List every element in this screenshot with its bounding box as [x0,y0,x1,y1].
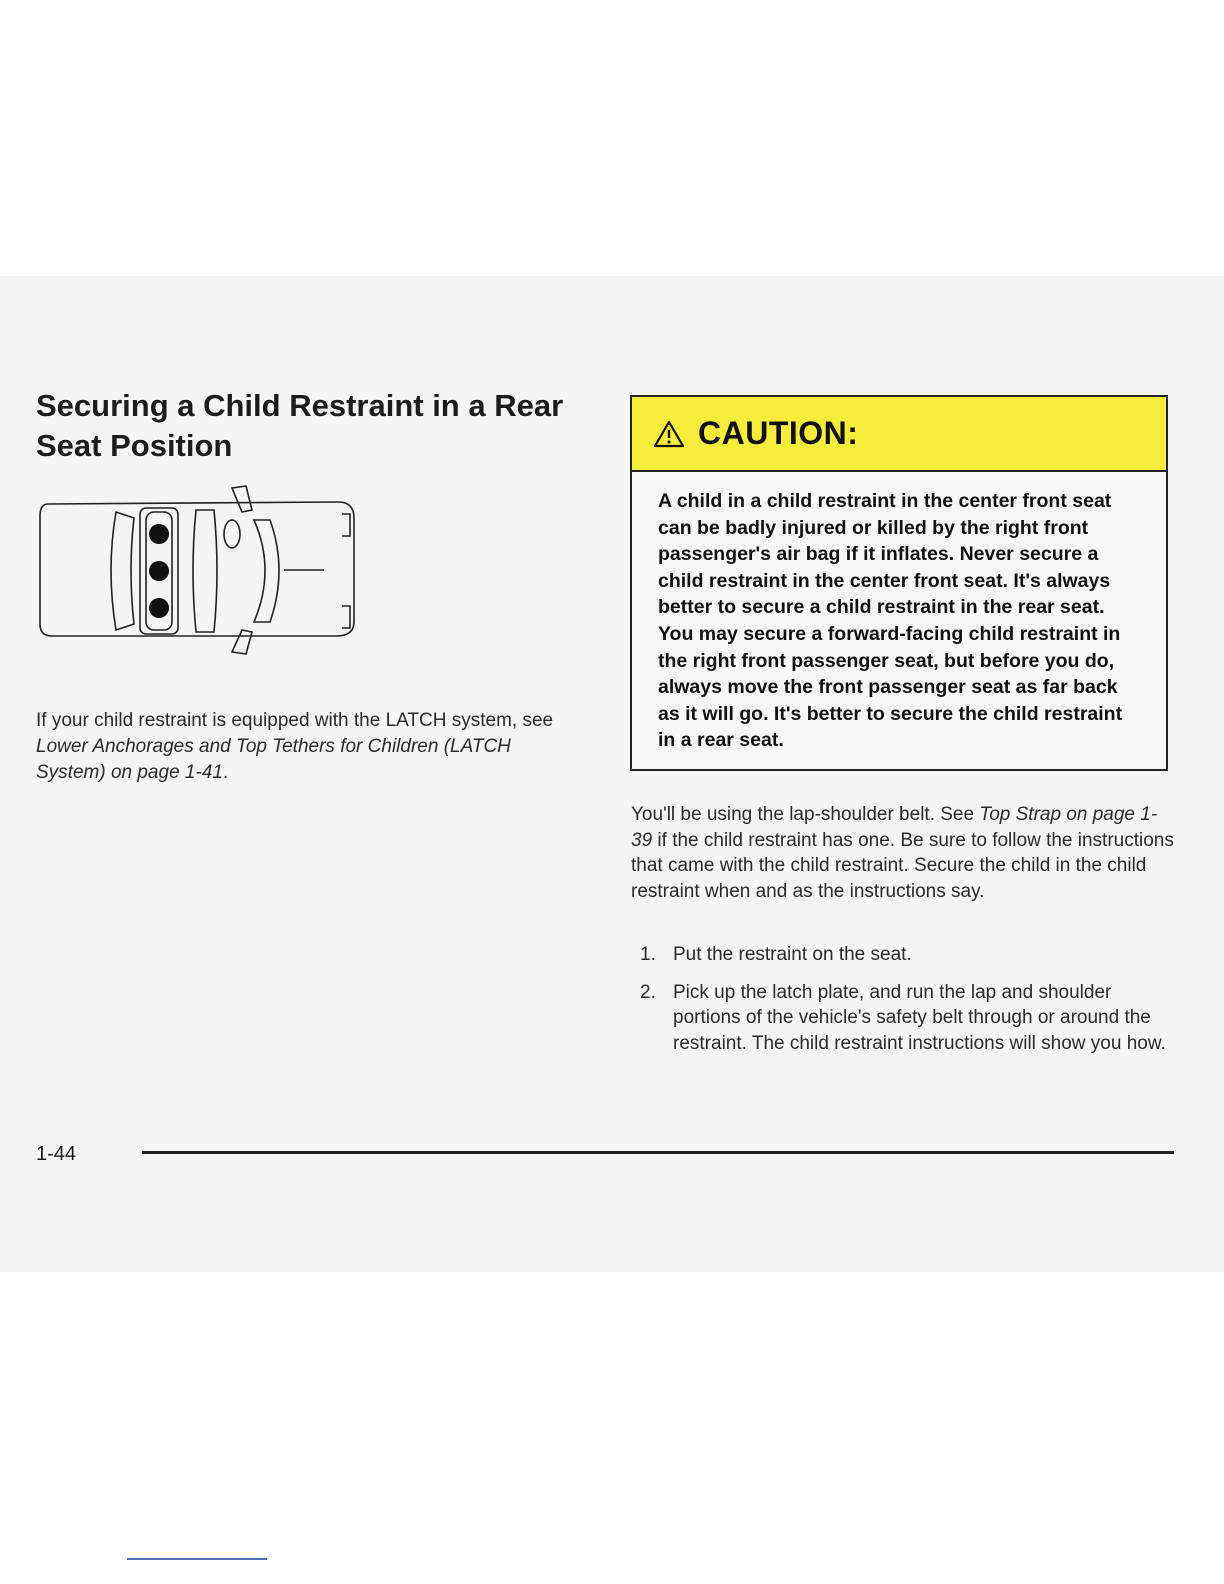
paragraph-text: You'll be using the lap-shoulder belt. See [631,804,980,825]
seat-position-center [149,561,169,581]
step-text: Put the restraint on the seat. [673,944,912,965]
caution-text: A child in a child restraint in the center front seat can be badly injured or killed by the right front passenger's air bag if it inflates. Never secure a child restraint in the center front seat. It's always better to secure a child restraint in the rear seat. You may secure a forward-facing child restraint in the right front passenger seat, but before you do, always move the front passenger seat as far back as it will go. It's better to secure the child restraint in a rear seat. [658,490,1123,752]
seat-position-left [149,524,169,544]
right-headlight [342,606,350,628]
latch-reference-paragraph [36,708,576,786]
front-seat [193,510,217,632]
page-number: 1-44 [36,1143,77,1165]
warning-triangle-icon [652,419,686,449]
caution-header [632,397,1166,472]
left-headlight [342,514,350,536]
seat-position-markers [149,524,169,618]
paragraph-text: if the child restraint has one. Be sure to follow the instructions that came with the child restraint. Secure the child in the child restraint when and as the instructions say. [631,829,1174,902]
step-number: 2. [640,981,656,1003]
step-item [640,942,1180,968]
bottom-divider [127,1558,267,1560]
paragraph-text: If your child restraint is equipped with the LATCH system, see [36,710,554,731]
footer-rule [142,1151,1174,1154]
top-strap-page-reference[interactable]: Top Strap on page 1-39 [631,804,1158,851]
caution-box [630,395,1168,771]
step-text: Pick up the latch plate, and run the lap and shoulder portions of the vehicle's safety belt through or around the restraint. The child restraint instructions will show you how. [673,981,1166,1054]
caution-title: CAUTION: [698,415,859,451]
windshield [254,520,279,622]
steering-wheel [224,520,240,548]
section-title: Securing a Child Restraint in a Rear Seat Position [36,388,564,463]
vehicle-body-outline [40,502,354,636]
lap-shoulder-belt-paragraph [631,802,1176,904]
step-item [640,980,1180,1057]
paragraph-text: . [222,762,229,783]
seat-position-right [149,598,169,618]
instruction-steps [640,942,1180,1068]
rear-window [111,512,134,630]
left-mirror [232,486,252,512]
right-mirror [232,630,252,654]
latch-page-reference[interactable]: Lower Anchorages and Top Tethers for Children (LATCH System) on page 1-41 [36,736,511,783]
vehicle-seat-diagram [36,482,366,660]
step-number: 1. [640,944,656,965]
